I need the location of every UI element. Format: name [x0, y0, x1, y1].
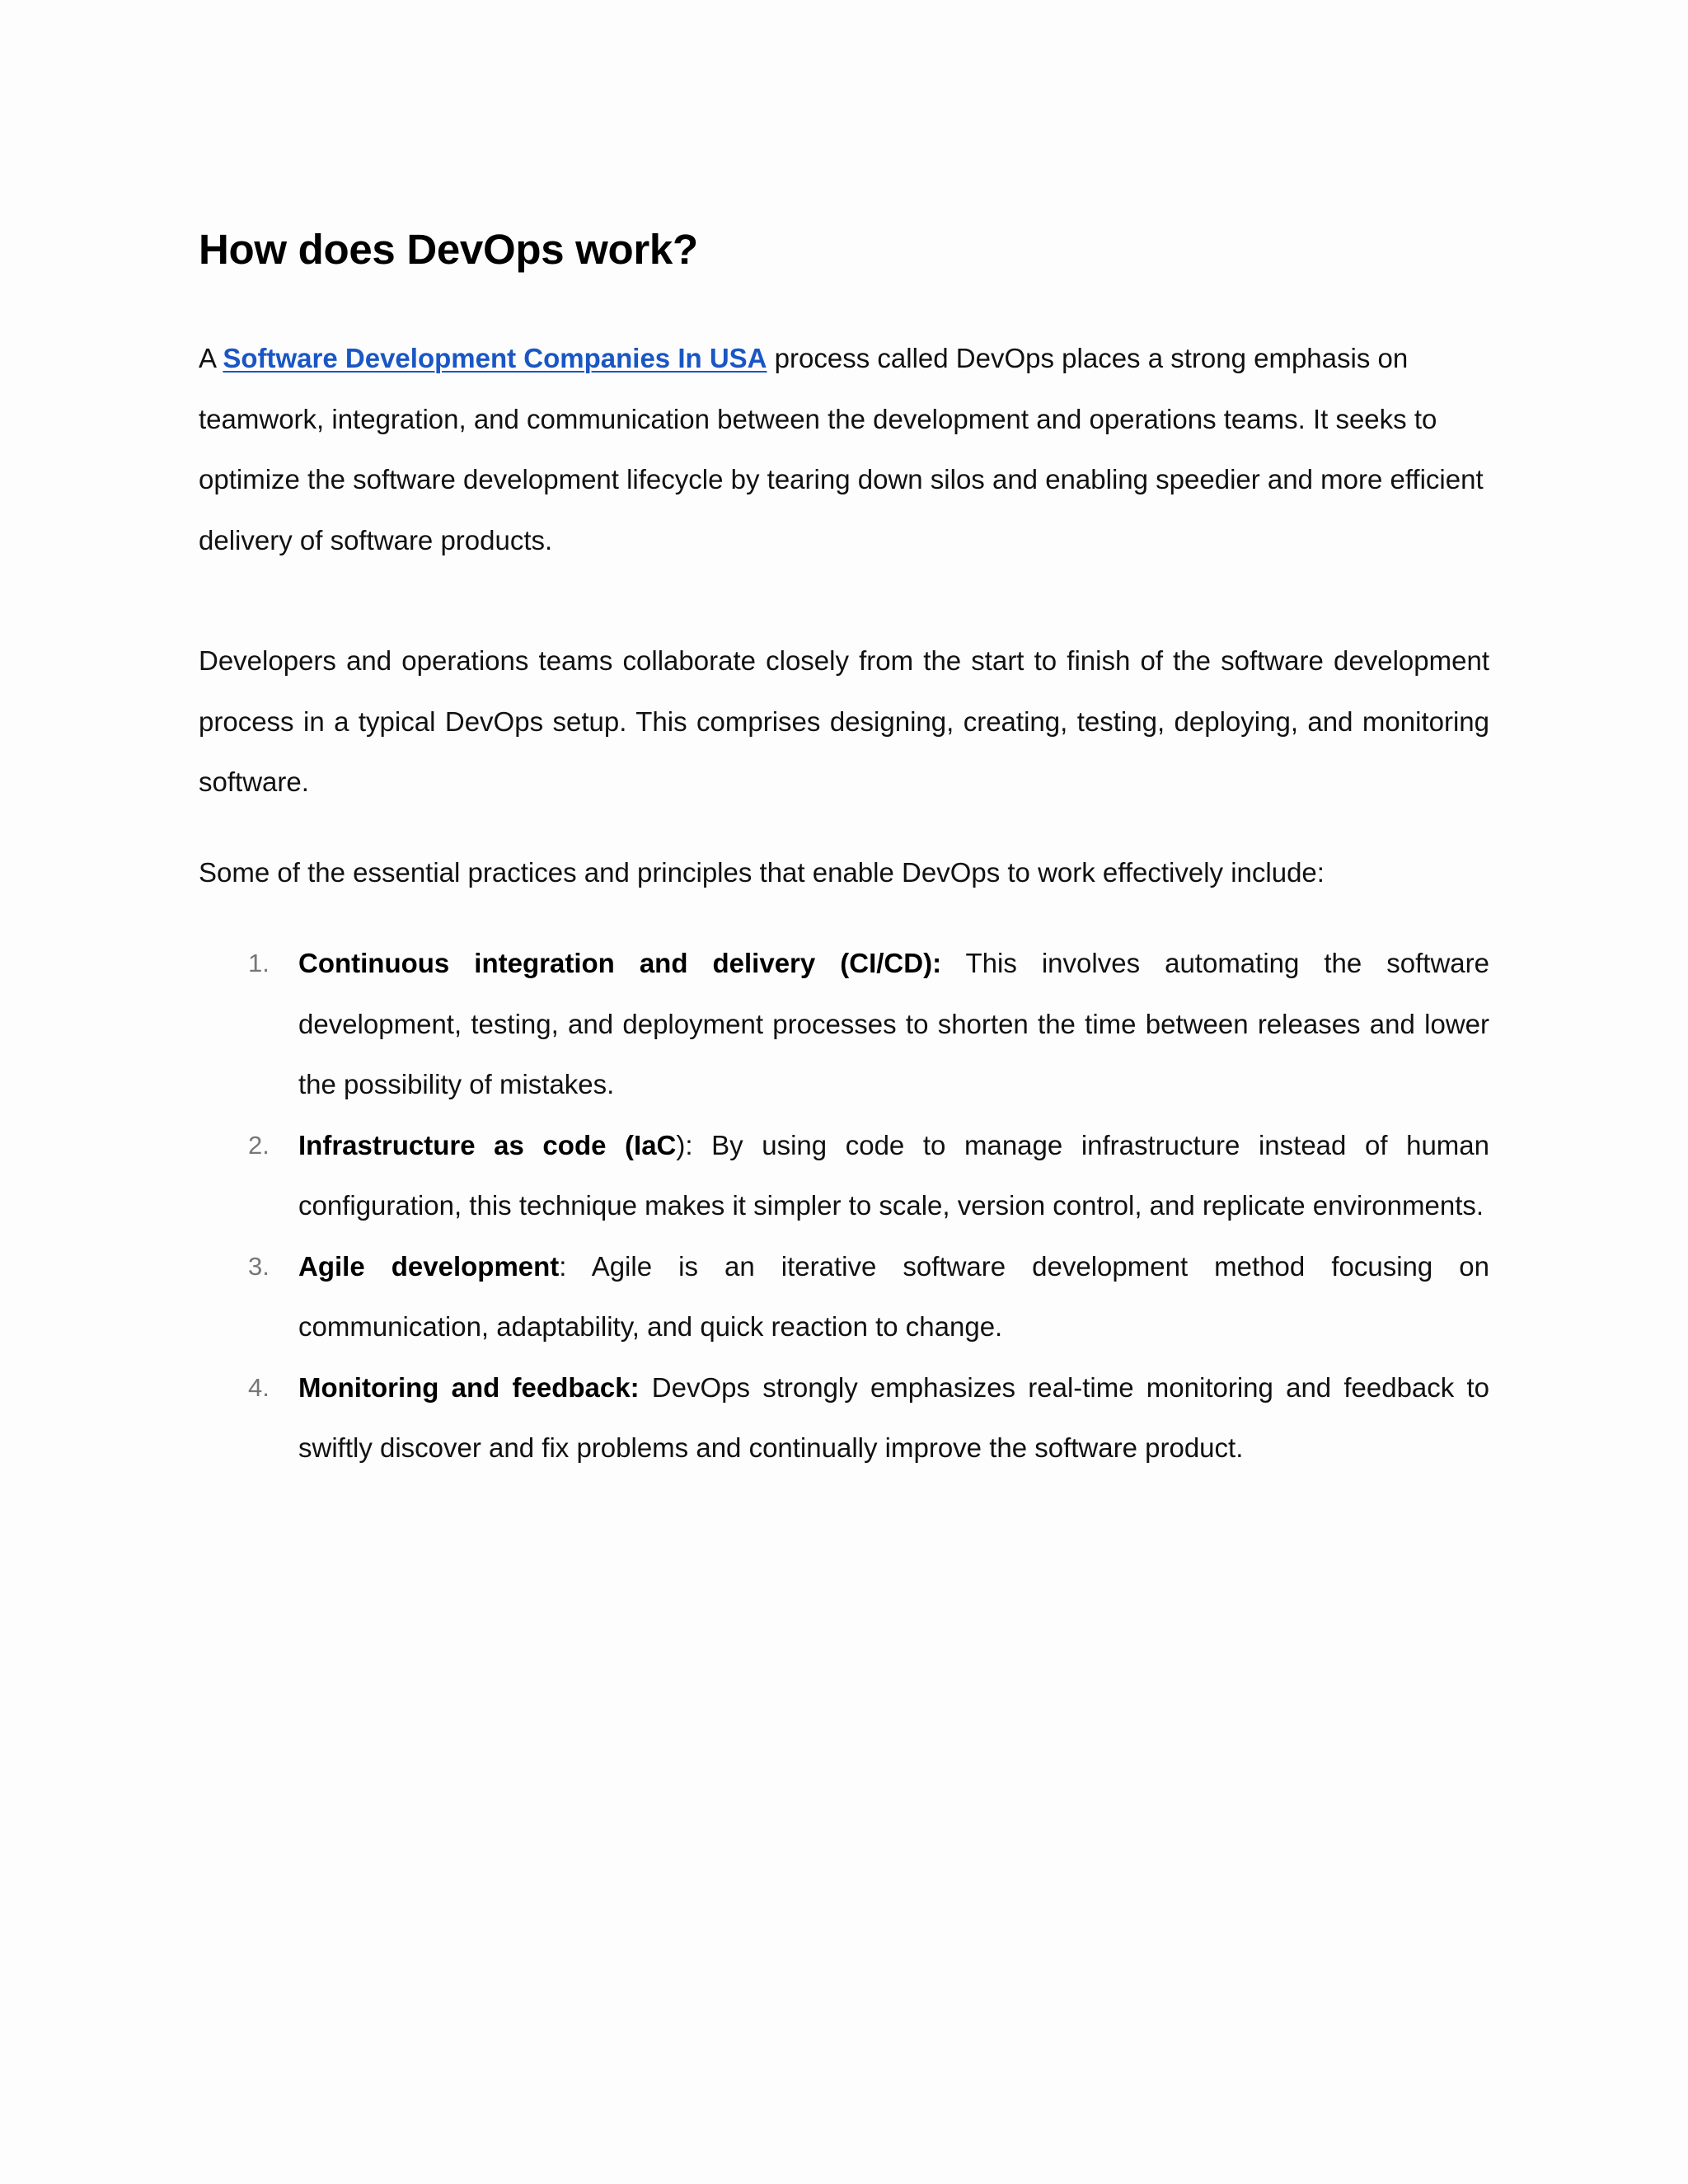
- list-item-number: 4.: [248, 1372, 270, 1402]
- list-item-term: Continuous integration and delivery (CI/CD):: [298, 948, 942, 978]
- list-item: [199, 1236, 1489, 1357]
- practices-list: [199, 933, 1489, 1479]
- list-item-text: ): By using code to manage infrastructure instead of human configuration, this technique makes it simpler to scale, version control, and replicate environments.: [298, 1129, 1489, 1221]
- list-item-number: 2.: [248, 1130, 270, 1160]
- list-item: [199, 1115, 1489, 1236]
- list-item-text: : Agile is an iterative software development method focusing on communication, adaptability, and quick reaction to change.: [298, 1250, 1489, 1342]
- page-title: How does DevOps work?: [199, 226, 698, 273]
- intro-prefix: A: [199, 343, 223, 373]
- intro-paragraph: [199, 328, 1489, 570]
- list-item-text: DevOps strongly emphasizes real-time monitoring and feedback to swiftly discover and fix problems and continually improve the software product.: [298, 1371, 1490, 1463]
- list-item-term: Infrastructure as code (IaC: [298, 1129, 677, 1160]
- practices-intro-paragraph: Some of the essential practices and principles that enable DevOps to work effectively include:: [199, 856, 1325, 888]
- list-item-number: 3.: [248, 1251, 270, 1281]
- collaboration-paragraph: Developers and operations teams collaborate closely from the start to finish of the software development process in a typical DevOps setup. This comprises designing, creating, testing, deploying, and monitoring software.: [199, 645, 1489, 797]
- list-item: [199, 1357, 1489, 1479]
- intro-suffix: process called DevOps places a strong emphasis on teamwork, integration, and communication between the development and operations teams. It seeks to optimize the software development lifecycle by tearing down silos and enabling speedier and more efficient delivery of software products.: [199, 343, 1484, 555]
- list-item-number: 1.: [248, 949, 270, 977]
- list-item-text: This involves automating the software development, testing, and deployment processes to shorten the time between releases and lower the possibility of mistakes.: [298, 948, 1489, 1099]
- software-development-companies-link[interactable]: Software Development Companies In USA: [223, 343, 767, 373]
- list-item: [199, 933, 1489, 1115]
- list-item-term: Agile development: [298, 1250, 560, 1282]
- document-content: [199, 213, 1489, 1479]
- list-item-term: Monitoring and feedback:: [298, 1371, 640, 1403]
